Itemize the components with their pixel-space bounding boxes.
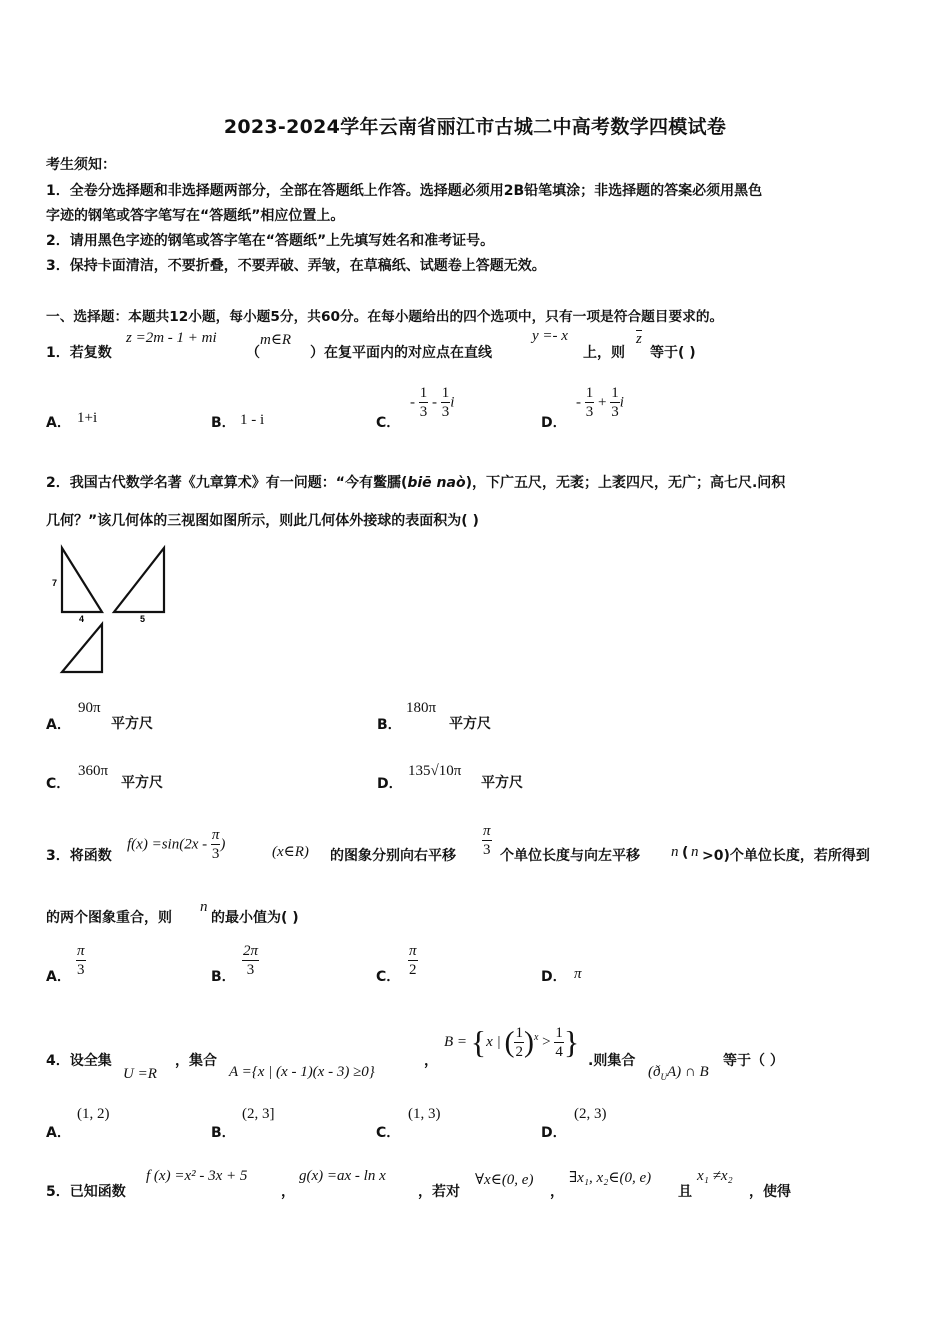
right-paren: ) <box>523 1025 534 1059</box>
q1-line: y =- x <box>532 328 568 344</box>
q1-option-b-label: B． <box>211 415 236 431</box>
fraction <box>514 1026 524 1060</box>
q5-text: 5．已知函数 <box>46 1184 126 1200</box>
q3-option-b-label: B． <box>211 969 236 985</box>
q3-text: 的图象分别向右平移 <box>330 848 456 864</box>
q3-text: 个单位长度与向左平移 <box>500 848 640 864</box>
denominator: 3 <box>419 404 428 420</box>
q4-option-b-label: B． <box>211 1125 236 1141</box>
q2-option-c-math[interactable]: 360π <box>78 763 109 779</box>
q4-set-b <box>444 1024 579 1061</box>
notice-item: 1．全卷分选择题和非选择题两部分，全部在答题纸上作答。选择题必须用2B铅笔填涂；非选择题的答案必须用黑色 <box>46 183 763 199</box>
numerator: 1 <box>585 385 594 401</box>
q1-text: （ <box>246 345 260 361</box>
q4-text: .则集合 <box>588 1053 636 1069</box>
q3-text-line2: 的两个图象重合，则 <box>46 910 172 926</box>
complement-symbol: (ð <box>648 1064 661 1080</box>
q5-forall: ∀x∈(0, e) <box>475 1172 534 1188</box>
denominator: 3 <box>246 962 255 978</box>
fraction <box>554 1026 564 1060</box>
numerator: 1 <box>611 385 619 401</box>
q1-option-d-label: D． <box>541 415 567 431</box>
q3-n: n <box>691 844 699 860</box>
top-view-triangle <box>62 624 102 672</box>
function-expr: f(x) =sin(2x - <box>127 836 208 853</box>
q3-n: n <box>200 899 208 915</box>
q1-zbar: z <box>636 331 642 347</box>
q3-option-a-label: A． <box>46 969 71 985</box>
q1-text: 1．若复数 <box>46 345 112 361</box>
notice-item: 2．请用黑色字迹的钢笔或答字笔在“答题纸”上先填写姓名和准考证号。 <box>46 233 495 249</box>
width-label-4: 4 <box>79 614 85 624</box>
q3-text: ( <box>682 845 689 861</box>
q3-option-d[interactable]: π <box>574 966 582 982</box>
q5-text: ，若对 <box>418 1184 460 1200</box>
denominator: 2 <box>515 1043 523 1060</box>
q5-text: ， <box>281 1184 295 1200</box>
q2-option-a-math[interactable]: 90π <box>78 700 101 716</box>
q4-text: 等于（ ） <box>723 1053 784 1069</box>
subscript: U <box>660 1072 667 1082</box>
q1-option-c-label: C． <box>376 415 401 431</box>
q3-shift <box>482 824 492 858</box>
q3-domain: (x∈R) <box>272 844 309 860</box>
q1-text: 等于( ) <box>650 345 696 361</box>
greater-than: > <box>542 1033 551 1050</box>
q3-text: 3．将函数 <box>46 848 112 864</box>
q2-option-a-label: A． <box>46 717 71 733</box>
numerator: 2π <box>243 943 259 959</box>
numerator: 1 <box>555 1024 563 1041</box>
front-view-triangle <box>62 548 102 612</box>
q1-option-a[interactable]: 1+i <box>77 410 98 426</box>
q2-option-c-label: C． <box>46 776 71 792</box>
fraction <box>408 944 418 978</box>
numerator: π <box>211 827 220 843</box>
q1-text: ）在复平面内的对应点在直线 <box>310 345 492 361</box>
q2-pinyin: biē naò <box>407 475 466 491</box>
q2-three-view-figure <box>48 542 168 680</box>
numerator: π <box>483 823 491 839</box>
fraction <box>76 944 86 978</box>
fraction <box>242 944 259 978</box>
q5-f: f (x) =x² - 3x + 5 <box>146 1168 248 1184</box>
denominator: 3 <box>585 404 594 420</box>
left-paren: ( <box>504 1025 515 1059</box>
q1-option-d[interactable] <box>576 386 624 420</box>
denominator: 3 <box>611 404 619 420</box>
q4-universal-set: U =R <box>123 1066 157 1082</box>
imag-unit: i <box>619 394 624 411</box>
numerator: π <box>77 943 85 959</box>
denominator: 3 <box>483 842 491 858</box>
q2-option-b-unit: 平方尺 <box>449 716 491 732</box>
q3-option-c-label: C． <box>376 969 401 985</box>
q2-option-d-math[interactable]: 135√10π <box>408 763 462 779</box>
minus-sign: - <box>576 394 581 411</box>
intersection-expr: A) ∩ B <box>667 1064 709 1080</box>
q2-text: )，下广五尺，无袤；上袤四尺，无广；高七尺.问积 <box>465 475 786 491</box>
numerator: 1 <box>441 385 450 401</box>
q5-text: ， <box>550 1184 564 1200</box>
q3-option-d-label: D． <box>541 969 567 985</box>
fraction <box>482 824 492 858</box>
fraction <box>211 828 221 862</box>
q4-option-c-label: C． <box>376 1125 401 1141</box>
width-label-5: 5 <box>140 614 146 624</box>
height-label: 7 <box>52 578 58 588</box>
notice-heading: 考生须知： <box>46 157 116 173</box>
q3-text: >0)个单位长度，若所得到 <box>702 848 870 864</box>
q2-text: 2．我国古代数学名著《九章算术》有一问题：“今有鳖臑( <box>46 475 408 491</box>
denominator: 4 <box>555 1043 563 1060</box>
numerator: π <box>409 943 417 959</box>
operator: - <box>432 394 437 411</box>
denominator: 3 <box>441 404 450 420</box>
denominator: 3 <box>211 846 220 862</box>
q1-condition: m∈R <box>260 332 292 348</box>
minus-sign: - <box>410 394 415 411</box>
left-brace: { <box>470 1024 487 1060</box>
q3-option-b[interactable] <box>242 944 259 978</box>
q4-option-b[interactable]: (2, 3] <box>242 1106 275 1122</box>
operator: + <box>598 394 607 411</box>
exponent: x <box>533 1031 539 1043</box>
notice-item: 字迹的钢笔或答字笔写在“答题纸”相应位置上。 <box>46 208 345 224</box>
denominator: 3 <box>77 962 85 978</box>
set-b-name: B = <box>444 1033 468 1050</box>
q1-z-expression: z =2m - 1 + mi <box>126 330 217 346</box>
numerator: 1 <box>419 385 428 401</box>
q5-text: ，使得 <box>749 1184 791 1200</box>
q2-option-b-math[interactable]: 180π <box>406 700 437 716</box>
close-paren: ) <box>220 836 226 853</box>
fraction <box>419 386 429 420</box>
denominator: 2 <box>409 962 417 978</box>
q5-g: g(x) =ax - ln x <box>299 1168 386 1184</box>
fraction <box>610 386 620 420</box>
q4-option-a-label: A． <box>46 1125 71 1141</box>
q2-option-a-unit: 平方尺 <box>111 716 153 732</box>
section-heading: 一、选择题：本题共12小题，每小题5分，共60分。在每小题给出的四个选项中，只有一项是符合题目要求的。 <box>46 309 724 325</box>
q5-neq: x₁ ≠x₂ <box>697 1168 733 1184</box>
set-b-var: x | <box>486 1033 501 1050</box>
imag-unit: i <box>450 394 455 411</box>
q2-option-d-label: D． <box>377 776 403 792</box>
q4-option-a[interactable]: (1, 2) <box>77 1106 110 1122</box>
q4-option-d-label: D． <box>541 1125 567 1141</box>
q2-option-b-label: B． <box>377 717 402 733</box>
q2-option-c-unit: 平方尺 <box>121 775 163 791</box>
q4-text: ， <box>424 1053 438 1069</box>
q5-exists: ∃x₁, x₂∈(0, e) <box>569 1170 652 1186</box>
numerator: 1 <box>515 1024 523 1041</box>
q1-option-b[interactable]: 1 - i <box>240 412 265 428</box>
q4-text: ，集合 <box>175 1053 217 1069</box>
q1-option-c[interactable] <box>410 386 454 420</box>
q4-complement-expr <box>648 1064 709 1082</box>
q3-text-line2: 的最小值为( ) <box>211 910 299 926</box>
q2-option-d-unit: 平方尺 <box>481 775 523 791</box>
q4-text: 4．设全集 <box>46 1053 112 1069</box>
q4-option-c[interactable]: (1, 3) <box>408 1106 441 1122</box>
q4-option-d[interactable]: (2, 3) <box>574 1106 607 1122</box>
right-brace: } <box>563 1024 580 1060</box>
q1-option-a-label: A． <box>46 415 71 431</box>
q3-option-c[interactable] <box>408 944 418 978</box>
fraction <box>585 386 595 420</box>
q1-text: 上，则 <box>583 345 625 361</box>
side-view-triangle <box>114 548 164 612</box>
page-title: 2023-2024学年云南省丽江市古城二中高考数学四模试卷 <box>223 116 727 138</box>
q3-n: n <box>671 844 679 860</box>
notice-item: 3．保持卡面清洁，不要折叠，不要弄破、弄皱，在草稿纸、试题卷上答题无效。 <box>46 258 546 274</box>
fraction <box>441 386 451 420</box>
q3-option-a[interactable] <box>76 944 86 978</box>
q3-function <box>127 828 225 862</box>
q4-set-a: A ={x | (x - 1)(x - 3) ≥0} <box>229 1064 375 1080</box>
q5-text: 且 <box>678 1184 692 1200</box>
q2-text-line1 <box>46 472 785 492</box>
q2-text-line2: 几何？”该几何体的三视图如图所示，则此几何体外接球的表面积为( ) <box>46 513 479 529</box>
